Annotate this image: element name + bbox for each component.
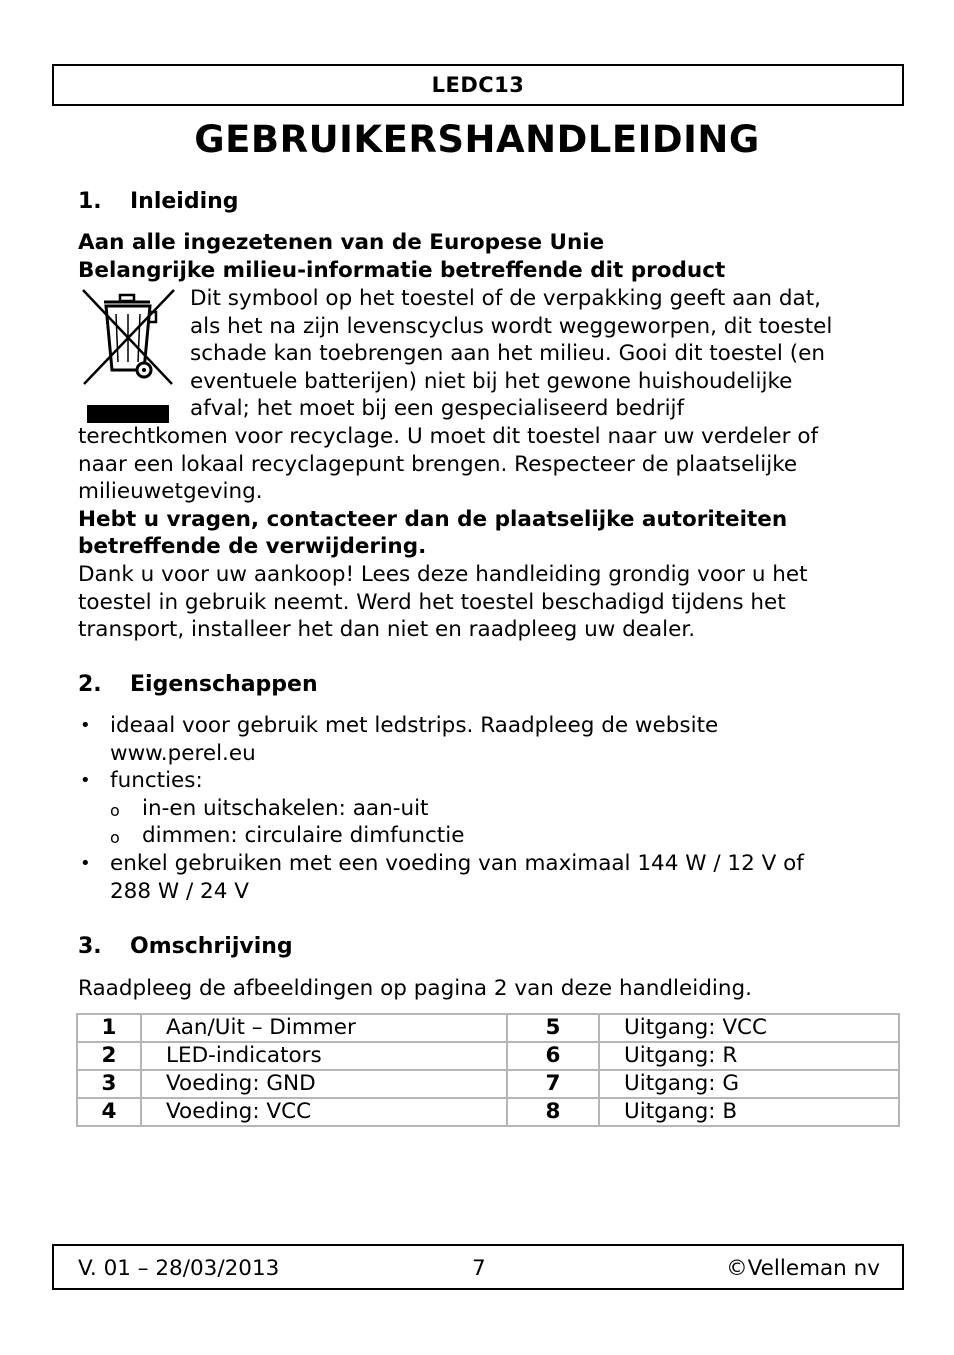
- circle-bullet-icon: o: [110, 828, 120, 848]
- text-line: Dit symbool op het toestel of de verpakking geeft aan dat,: [190, 286, 821, 311]
- section-2-number: 2.: [78, 672, 102, 697]
- text-line: schade kan toebrengen aan het milieu. Gooi dit toestel (en: [190, 341, 825, 367]
- bullet-icon: •: [80, 852, 91, 874]
- environment-info-line: Belangrijke milieu-informatie betreffende dit product: [78, 258, 726, 283]
- features-list: [78, 712, 804, 905]
- section-1-number: 1.: [78, 189, 102, 214]
- text-line: eventuele batterijen) niet bij het gewone huishoudelijke: [190, 368, 793, 394]
- text-line: Dank u voor uw aankoop! Lees deze handleiding grondig voor u het: [78, 561, 808, 587]
- question-line: Hebt u vragen, contacteer dan de plaatselijke autoriteiten: [78, 506, 788, 532]
- bullet-icon: •: [80, 770, 91, 792]
- footer-page-number: 7: [472, 1256, 486, 1281]
- weee-crossed-bin-icon: [80, 288, 178, 424]
- list-item: • ideaal voor gebruik met ledstrips. Raadpleeg de website www.perel.eu: [80, 713, 719, 766]
- table-row: 1 Aan/Uit – Dimmer 5 Uitgang: VCC: [77, 1014, 899, 1042]
- section-2-heading: [78, 671, 318, 699]
- table-row: 2 LED-indicators 6 Uitgang: R: [77, 1042, 899, 1070]
- section-2-title: Eigenschappen: [130, 672, 318, 697]
- list-item: • enkel gebruiken met een voeding van maximaal 144 W / 12 V of 288 W / 24 V: [80, 850, 804, 904]
- text-line: terechtkomen voor recyclage. U moet dit toestel naar uw verdeler of: [78, 424, 819, 449]
- model-number: LEDC13: [431, 73, 525, 97]
- text-line: transport, installeer het dan niet en raadpleeg uw dealer.: [78, 617, 696, 643]
- text-line: toestel in gebruik neemt. Werd het toestel beschadigd tijdens het: [78, 589, 786, 615]
- section-1-heading: [78, 188, 239, 216]
- weee-wrapped-paragraph: [190, 285, 832, 423]
- text-line: afval; het moet bij een gespecialiseerd bedrijf: [190, 396, 685, 422]
- table-row: 4 Voeding: VCC 8 Uitgang: B: [77, 1098, 899, 1126]
- document-title: GEBRUIKERSHANDLEIDING: [194, 118, 760, 161]
- table-row: 3 Voeding: GND 7 Uitgang: G: [77, 1070, 899, 1098]
- question-line: betreffende de verwijdering.: [78, 534, 427, 560]
- weee-full-paragraph: [78, 423, 818, 644]
- section-1-title: Inleiding: [130, 189, 239, 214]
- text-line: milieuwetgeving.: [78, 479, 263, 505]
- description-table: [76, 1013, 900, 1127]
- sub-list-item: o in-en uitschakelen: aan-uit: [78, 795, 804, 823]
- footer-copyright: ©Velleman nv: [726, 1256, 880, 1281]
- header-model-box: [52, 64, 904, 106]
- sub-list-item: o dimmen: circulaire dimfunctie: [78, 822, 804, 850]
- footer-version: V. 01 – 28/03/2013: [78, 1256, 280, 1281]
- description-intro: Raadpleeg de afbeeldingen op pagina 2 van deze handleiding.: [78, 976, 752, 1001]
- text-line: naar een lokaal recyclagepunt brengen. Respecteer de plaatselijke: [78, 451, 798, 477]
- text-line: als het na zijn levenscyclus wordt weggeworpen, dit toestel: [190, 313, 833, 339]
- footer: [52, 1244, 904, 1290]
- section-3-title: Omschrijving: [130, 934, 293, 959]
- circle-bullet-icon: o: [110, 800, 120, 820]
- section-3-heading: [78, 933, 293, 961]
- bullet-icon: •: [80, 715, 91, 736]
- list-item: • functies:: [80, 768, 203, 794]
- section-3-number: 3.: [78, 934, 102, 959]
- eu-residents-line: Aan alle ingezetenen van de Europese Unie: [78, 230, 605, 255]
